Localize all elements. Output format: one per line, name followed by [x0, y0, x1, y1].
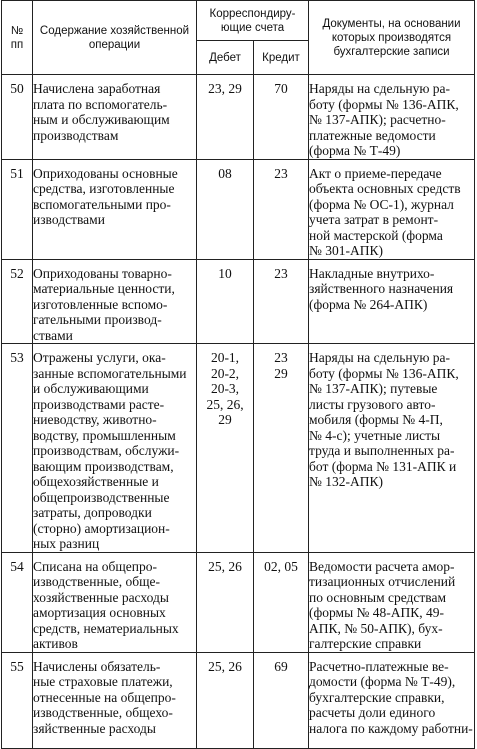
row-documents-line: Ведомости расчета амор-	[309, 558, 455, 574]
row-operation-line: ных разниц	[33, 536, 100, 551]
row-credit	[254, 552, 309, 652]
row-operation-line: хозяйственные расходы	[33, 589, 169, 605]
row-documents-line: объекта основных средств	[309, 181, 461, 196]
row-documents-line: галтерские справки	[309, 636, 422, 651]
row-credit	[254, 652, 309, 748]
row-debit-line: 25, 26	[208, 558, 242, 574]
table-body	[2, 75, 475, 749]
accounting-entries-table	[1, 0, 475, 749]
row-documents-line: Наряды на сдельную ра-	[309, 350, 451, 365]
row-documents-line: Акт о приеме-передаче	[309, 165, 442, 181]
row-operation-line: Оприходованы основные	[33, 165, 178, 181]
row-documents-line: листы грузового авто-	[309, 396, 436, 412]
row-debit-line: 08	[218, 165, 232, 181]
row-debit-line: 25, 26,	[206, 396, 244, 412]
row-debit	[197, 652, 254, 748]
row-documents-line: № 137-АПК); путевые	[309, 381, 438, 396]
row-operation-line: (сторно) амортизацион-	[33, 520, 170, 536]
row-operation-line: производствам, обслужи-	[33, 443, 180, 458]
row-documents-line: (форма № ОС-1), журнал	[309, 196, 454, 212]
row-operation-line: ниеводству, животно-	[33, 412, 157, 427]
row-documents-line: ной мастерской (форма	[309, 227, 443, 243]
row-documents	[309, 344, 475, 553]
header-num: № пп	[2, 1, 33, 75]
row-documents-line: АПК, № 50-АПК), бух-	[309, 620, 443, 636]
row-operation-line: Оприходованы товарно-	[33, 265, 172, 281]
row-debit	[197, 75, 254, 160]
row-operation-line: вающим производствам,	[33, 458, 174, 474]
row-number: 53	[2, 344, 33, 553]
row-operation-line: средств, нематериальных	[33, 620, 179, 636]
row-operation-line: затраты, допроводки	[33, 505, 152, 520]
table-row	[2, 259, 475, 344]
row-documents	[309, 259, 475, 344]
row-debit-line: 25, 26	[208, 658, 242, 674]
row-number: 50	[2, 75, 33, 160]
row-credit	[254, 259, 309, 344]
table-row	[2, 344, 475, 553]
row-documents-line: боту (формы № 136-АПК,	[309, 96, 459, 112]
row-operation-line: средства, изготовленные	[33, 181, 175, 196]
row-documents	[309, 159, 475, 259]
table-row	[2, 159, 475, 259]
row-operation-line: Отражены услуги, ока-	[33, 350, 166, 365]
row-documents-line: № 301-АПК)	[309, 243, 383, 258]
header-credit: Кредит	[254, 41, 309, 75]
row-operation-line: плата по вспомогатель-	[33, 96, 168, 112]
row-number: 55	[2, 652, 33, 748]
table-row	[2, 552, 475, 652]
row-debit	[197, 259, 254, 344]
row-operation-line: общепроизводственные	[33, 489, 170, 505]
row-operation-line: изготовленные вспомо-	[33, 296, 168, 312]
row-operation-line: Начислена заработная	[33, 81, 161, 96]
header-documents: Документы, на основании которых производятся бухгалтерские записи	[309, 1, 475, 75]
row-operation-line: изводствами	[33, 212, 105, 227]
row-operation-line: Начислены обязатель-	[33, 658, 161, 674]
row-documents-line: домости (форма № Т-49),	[309, 674, 456, 689]
row-operation	[33, 75, 197, 160]
row-documents-line: бухгалтерские справки,	[309, 689, 445, 705]
row-credit-line: 23	[274, 350, 288, 365]
row-debit-line: 10	[218, 265, 232, 281]
row-operation-line: и обслуживающими	[33, 381, 149, 396]
row-operation-line: активов	[33, 636, 78, 651]
row-credit-line: 70	[274, 81, 288, 96]
header-accounts: Корреспондиру- ющие счета	[197, 1, 309, 41]
row-documents-line: № 137-АПК); расчетно-	[309, 112, 446, 127]
row-credit	[254, 159, 309, 259]
row-operation	[33, 259, 197, 344]
table-row	[2, 652, 475, 748]
row-operation-line: ные страховые платежи,	[33, 674, 173, 689]
row-debit-line: 20-2,	[210, 365, 240, 381]
row-debit-line: 23, 29	[208, 81, 242, 96]
row-credit-line: 23	[274, 165, 288, 181]
row-documents-line: Накладные внутрихо-	[309, 265, 435, 281]
row-number: 54	[2, 552, 33, 652]
row-operation-line: материальные ценности,	[33, 281, 175, 296]
row-operation-line: водству, промышленным	[33, 427, 176, 443]
row-debit	[197, 344, 254, 553]
row-credit	[254, 344, 309, 553]
row-credit-line: 29	[274, 365, 288, 381]
row-documents-line: зяйственного назначения	[309, 281, 454, 296]
row-documents-line: платежные ведомости	[309, 127, 436, 143]
row-operation-line: ным и обслуживающим	[33, 112, 170, 127]
row-documents-line: по основным средствам	[309, 589, 447, 605]
row-documents-line: труда и выполненных ра-	[309, 443, 455, 458]
row-documents	[309, 552, 475, 652]
row-credit-line: 02, 05	[264, 558, 298, 574]
row-operation	[33, 344, 197, 553]
row-documents-line: налога по каждому работни-	[309, 720, 473, 736]
row-credit-line: 69	[274, 658, 288, 674]
row-documents-line: № 4-с); учетные листы	[309, 427, 441, 443]
row-documents-line: № 132-АПК)	[309, 474, 383, 489]
row-operation-line: ствами	[33, 327, 73, 343]
row-number: 52	[2, 259, 33, 344]
row-operation-line: производствами расте-	[33, 396, 165, 412]
row-operation-line: изводственные, общехо-	[33, 705, 173, 720]
row-operation-line: производствам	[33, 127, 119, 143]
row-operation-line: вспомогательными про-	[33, 196, 171, 212]
row-documents-line: (форма № 264-АПК)	[309, 296, 428, 312]
row-documents-line: учета затрат в ремонт-	[309, 212, 439, 227]
row-operation	[33, 159, 197, 259]
row-operation-line: занные вспомогательными	[33, 365, 187, 381]
row-documents	[309, 75, 475, 160]
header-operation: Содержание хозяйственной операции	[33, 1, 197, 75]
header-debit: Дебет	[197, 41, 254, 75]
row-number: 51	[2, 159, 33, 259]
row-debit	[197, 159, 254, 259]
row-operation-line: зяйственные расходы	[33, 720, 156, 736]
row-documents-line: бот (форма № 131-АПК и	[309, 458, 457, 474]
table-header	[2, 1, 475, 75]
row-operation-line: Списана на общепро-	[33, 558, 158, 574]
row-documents-line: боту (формы № 136-АПК,	[309, 365, 459, 381]
row-documents-line: (формы № 48-АПК, 49-	[309, 605, 445, 620]
row-operation-line: отнесенные на общепро-	[33, 689, 176, 705]
row-documents-line: Расчетно-платежные ве-	[309, 658, 449, 674]
row-operation-line: гательными производ-	[33, 312, 162, 327]
row-operation	[33, 552, 197, 652]
row-operation-line: общехозяйственные и	[33, 474, 159, 489]
row-operation-line: амортизация основных	[33, 605, 166, 620]
row-documents	[309, 652, 475, 748]
row-debit-line: 20-3,	[210, 381, 240, 396]
row-operation	[33, 652, 197, 748]
row-credit	[254, 75, 309, 160]
row-documents-line: мобиля (формы № 4-П,	[309, 412, 443, 427]
row-documents-line: Наряды на сдельную ра-	[309, 81, 451, 96]
row-documents-line: расчеты доли единого	[309, 705, 436, 720]
table-row	[2, 75, 475, 160]
row-documents-line: (форма № Т-49)	[309, 143, 401, 158]
row-debit-line: 29	[218, 412, 232, 427]
row-credit-line: 23	[274, 265, 288, 281]
row-documents-line: тизационных отчислений	[309, 574, 456, 589]
row-operation-line: изводственные, обще-	[33, 574, 161, 589]
row-debit-line: 20-1,	[210, 350, 240, 365]
row-debit	[197, 552, 254, 652]
